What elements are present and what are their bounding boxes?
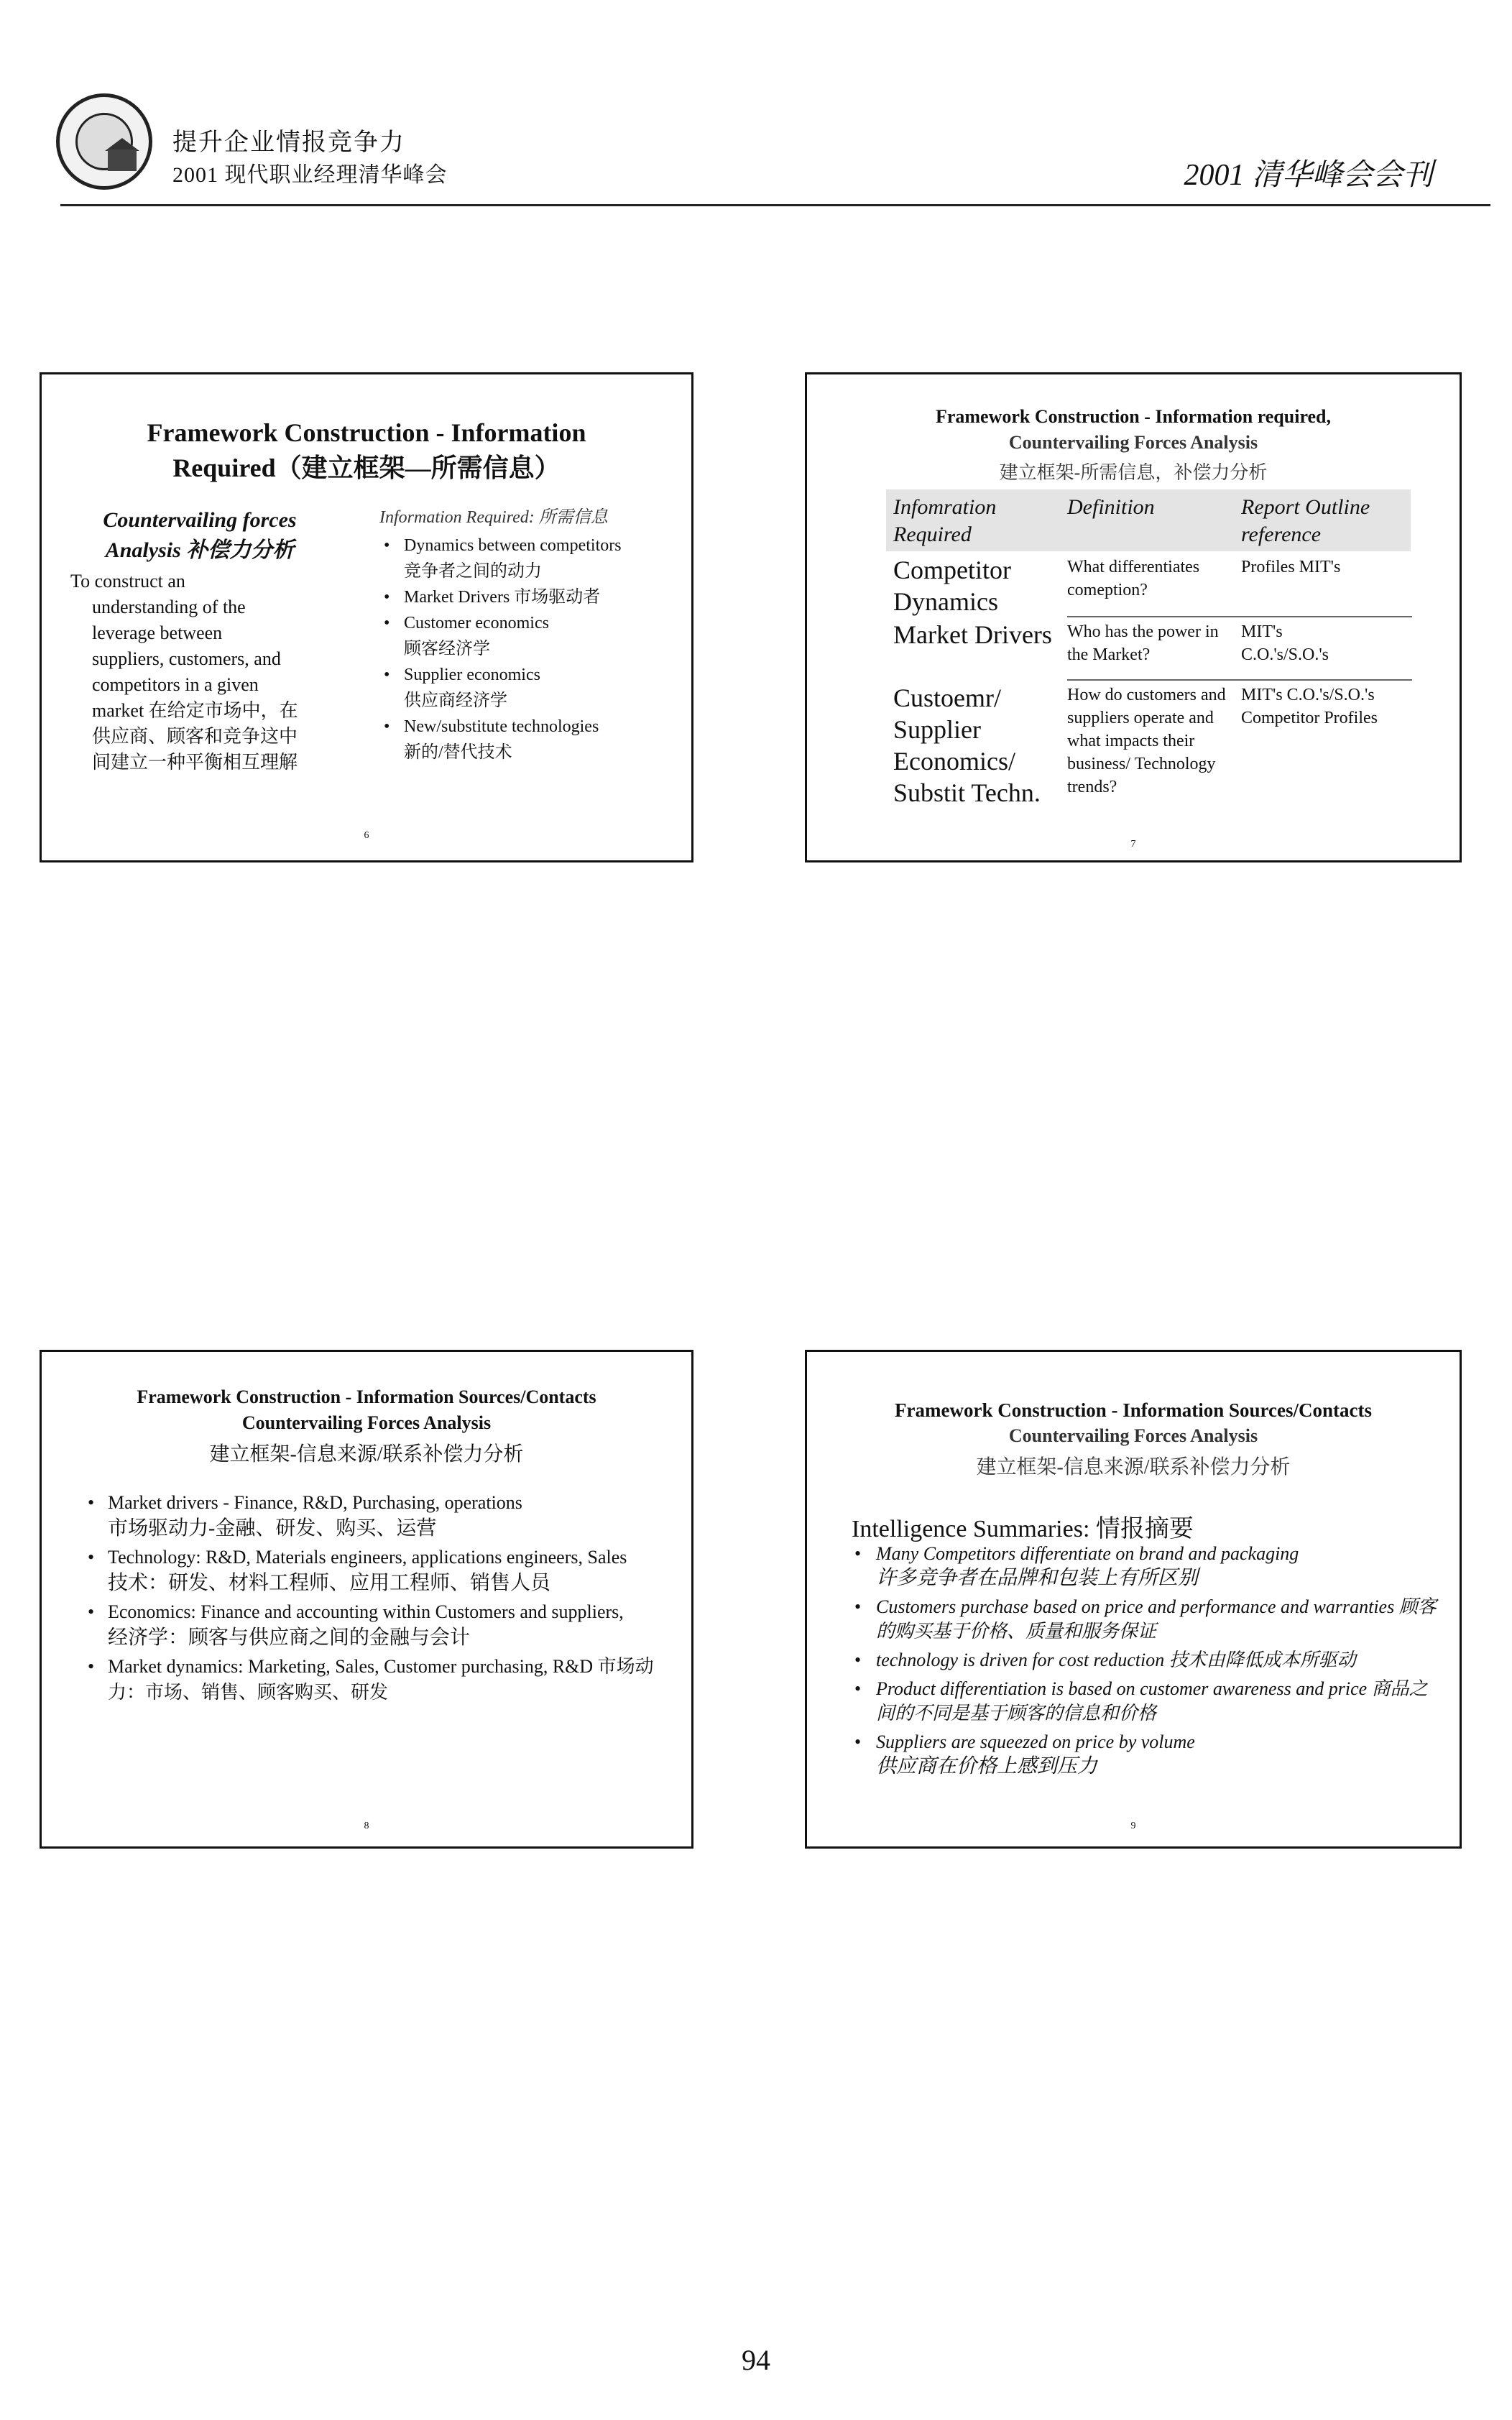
slide-title-line-1: Framework Construction - Information Sources/Contacts bbox=[137, 1386, 596, 1407]
item-en: • Supplier economics bbox=[404, 666, 540, 684]
right-column bbox=[379, 505, 681, 765]
column-header: Infomration Required bbox=[893, 495, 997, 546]
list-item bbox=[852, 1677, 1441, 1726]
row-definition: What differentiates comeption? bbox=[1067, 558, 1200, 599]
item-en: • Market Drivers 市场驱动者 bbox=[404, 588, 601, 607]
slide-title-line-3: 建立框架-信息来源/联系补偿力分析 bbox=[976, 1456, 1291, 1478]
summaries-list bbox=[852, 1542, 1441, 1783]
slide-7 bbox=[805, 372, 1462, 862]
slide-9 bbox=[805, 1350, 1462, 1849]
slide-title-line-2: Countervailing Forces Analysis bbox=[241, 1412, 492, 1433]
item-zh: 技术：研发、材料工程师、应用工程师、销售人员 bbox=[108, 1572, 551, 1594]
row-label: Competitor Dynamics bbox=[893, 556, 1011, 616]
row-divider bbox=[1067, 616, 1412, 617]
info-required-heading: Information Required: 所需信息 bbox=[379, 508, 608, 527]
item-en: Many Competitors differentiate on brand and packaging bbox=[876, 1543, 1299, 1564]
header-line-2: 2001 现代职业经理清华峰会 bbox=[172, 163, 448, 187]
slide-title-line-3: 建立框架-所需信息，补偿力分析 bbox=[999, 462, 1268, 483]
item-en: Technology: R&D, Materials engineers, applications engineers, Sales bbox=[108, 1547, 627, 1568]
item-zh: 市场驱动力-金融、研发、购买、运营 bbox=[108, 1517, 437, 1540]
item-zh: 经济学：顾客与供应商之间的金融与会计 bbox=[108, 1627, 471, 1649]
list-item bbox=[379, 610, 681, 662]
item-en: Customers purchase based on price and performance and warranties 顾客的购买基于价格、质量和服务保证 bbox=[876, 1596, 1437, 1642]
header-line-1: 提升企业情报竞争力 bbox=[172, 129, 405, 156]
description-line: market 在给定市场中，在 bbox=[92, 700, 298, 721]
intelligence-summaries-heading: Intelligence Summaries: 情报摘要 bbox=[852, 1516, 1194, 1542]
item-en: Product differentiation is based on customer awareness and price 商品之间的不同是基于顾客的信息和价格 bbox=[876, 1678, 1428, 1724]
item-en: • Dynamics between competitors bbox=[404, 536, 622, 555]
page-number: 94 bbox=[742, 2344, 770, 2376]
item-zh: 许多竞争者在品牌和包装上有所区别 bbox=[876, 1567, 1199, 1589]
item-en: • Customer economics bbox=[404, 614, 549, 632]
row-divider bbox=[1067, 679, 1412, 681]
heading-line-1: Countervailing forces bbox=[103, 508, 297, 532]
description-line: 供应商、顾客和竞争这中 bbox=[92, 726, 298, 747]
row-definition: Who has the power in the Market? bbox=[1067, 622, 1219, 664]
list-item bbox=[85, 1599, 667, 1651]
row-reference: MIT's C.O.'s/S.O.'s bbox=[1241, 622, 1329, 664]
description-line: suppliers, customers, and bbox=[92, 648, 281, 669]
item-en: Market dynamics: Marketing, Sales, Customer purchasing, R&D 市场动力：市场、销售、顾客购买、研发 bbox=[108, 1656, 654, 1703]
list-item bbox=[852, 1542, 1441, 1591]
list-item bbox=[379, 584, 681, 610]
description-line: understanding of the bbox=[92, 597, 246, 617]
info-required-list bbox=[379, 533, 681, 765]
slide-title-line-1: Framework Construction - Information Sources/Contacts bbox=[895, 1399, 1372, 1421]
list-item bbox=[379, 662, 681, 714]
column-header: Definition bbox=[1067, 495, 1155, 519]
description bbox=[70, 569, 387, 776]
slide-title-line-1: Framework Construction - Information bbox=[147, 418, 586, 447]
description-line: leverage between bbox=[92, 622, 223, 643]
header-publication-title: 2001 清华峰会会刊 bbox=[1184, 159, 1433, 192]
row-reference: Profiles MIT's bbox=[1241, 558, 1341, 576]
list-item bbox=[85, 1654, 667, 1706]
slide-title-line-2: Countervailing Forces Analysis bbox=[1008, 432, 1258, 453]
header-divider bbox=[60, 204, 1490, 206]
list-item bbox=[85, 1545, 667, 1596]
item-en: technology is driven for cost reduction 技术由降低成本所驱动 bbox=[876, 1650, 1356, 1670]
slide-6 bbox=[40, 372, 693, 862]
row-reference: MIT's C.O.'s/S.O.'s Competitor Profiles bbox=[1241, 686, 1378, 727]
item-en: Economics: Finance and accounting within Customers and suppliers, bbox=[108, 1601, 624, 1622]
left-column bbox=[70, 505, 387, 776]
row-definition: How do customers and suppliers operate and what impacts their business/ Technology trends? bbox=[1067, 686, 1226, 796]
item-zh: 新的/替代技术 bbox=[404, 743, 512, 762]
slide-title-line-2: Countervailing Forces Analysis bbox=[1008, 1425, 1258, 1446]
item-zh: 供应商经济学 bbox=[404, 691, 507, 710]
list-item bbox=[852, 1648, 1441, 1673]
list-item bbox=[852, 1595, 1441, 1644]
list-item bbox=[379, 714, 681, 765]
slide-number: 6 bbox=[364, 830, 369, 841]
sources-list bbox=[85, 1490, 667, 1708]
list-item bbox=[852, 1730, 1441, 1779]
description-line: 间建立一种平衡相互理解 bbox=[92, 752, 298, 773]
item-zh: 竞争者之间的动力 bbox=[404, 562, 542, 581]
row-label: Custoemr/ Supplier Economics/ Substit Techn. bbox=[893, 684, 1041, 807]
slide-title-line-3: 建立框架-信息来源/联系补偿力分析 bbox=[209, 1443, 524, 1466]
slide-number: 7 bbox=[1130, 839, 1136, 850]
item-en: Suppliers are squeezed on price by volume bbox=[876, 1731, 1195, 1752]
countervailing-forces-heading bbox=[70, 505, 329, 566]
description-line: To construct an bbox=[70, 571, 185, 592]
item-en: Market drivers - Finance, R&D, Purchasing, operations bbox=[108, 1492, 522, 1513]
description-line: competitors in a given bbox=[92, 674, 259, 695]
conference-logo bbox=[56, 93, 152, 190]
slide-number: 9 bbox=[1130, 1821, 1136, 1831]
column-header: Report Outline reference bbox=[1241, 495, 1370, 546]
slide-number: 8 bbox=[364, 1821, 369, 1831]
list-item bbox=[85, 1490, 667, 1542]
slide-title-line-1: Framework Construction - Information required, bbox=[935, 406, 1332, 427]
heading-line-2: Analysis 补偿力分析 bbox=[105, 538, 295, 562]
row-label: Market Drivers bbox=[893, 620, 1052, 649]
item-en: • New/substitute technologies bbox=[404, 717, 599, 736]
slide-8 bbox=[40, 1350, 693, 1849]
slide-title-line-2: Required（建立框架—所需信息） bbox=[172, 454, 561, 482]
item-zh: 供应商在价格上感到压力 bbox=[876, 1755, 1098, 1777]
list-item bbox=[379, 533, 681, 584]
item-zh: 顾客经济学 bbox=[404, 640, 490, 658]
